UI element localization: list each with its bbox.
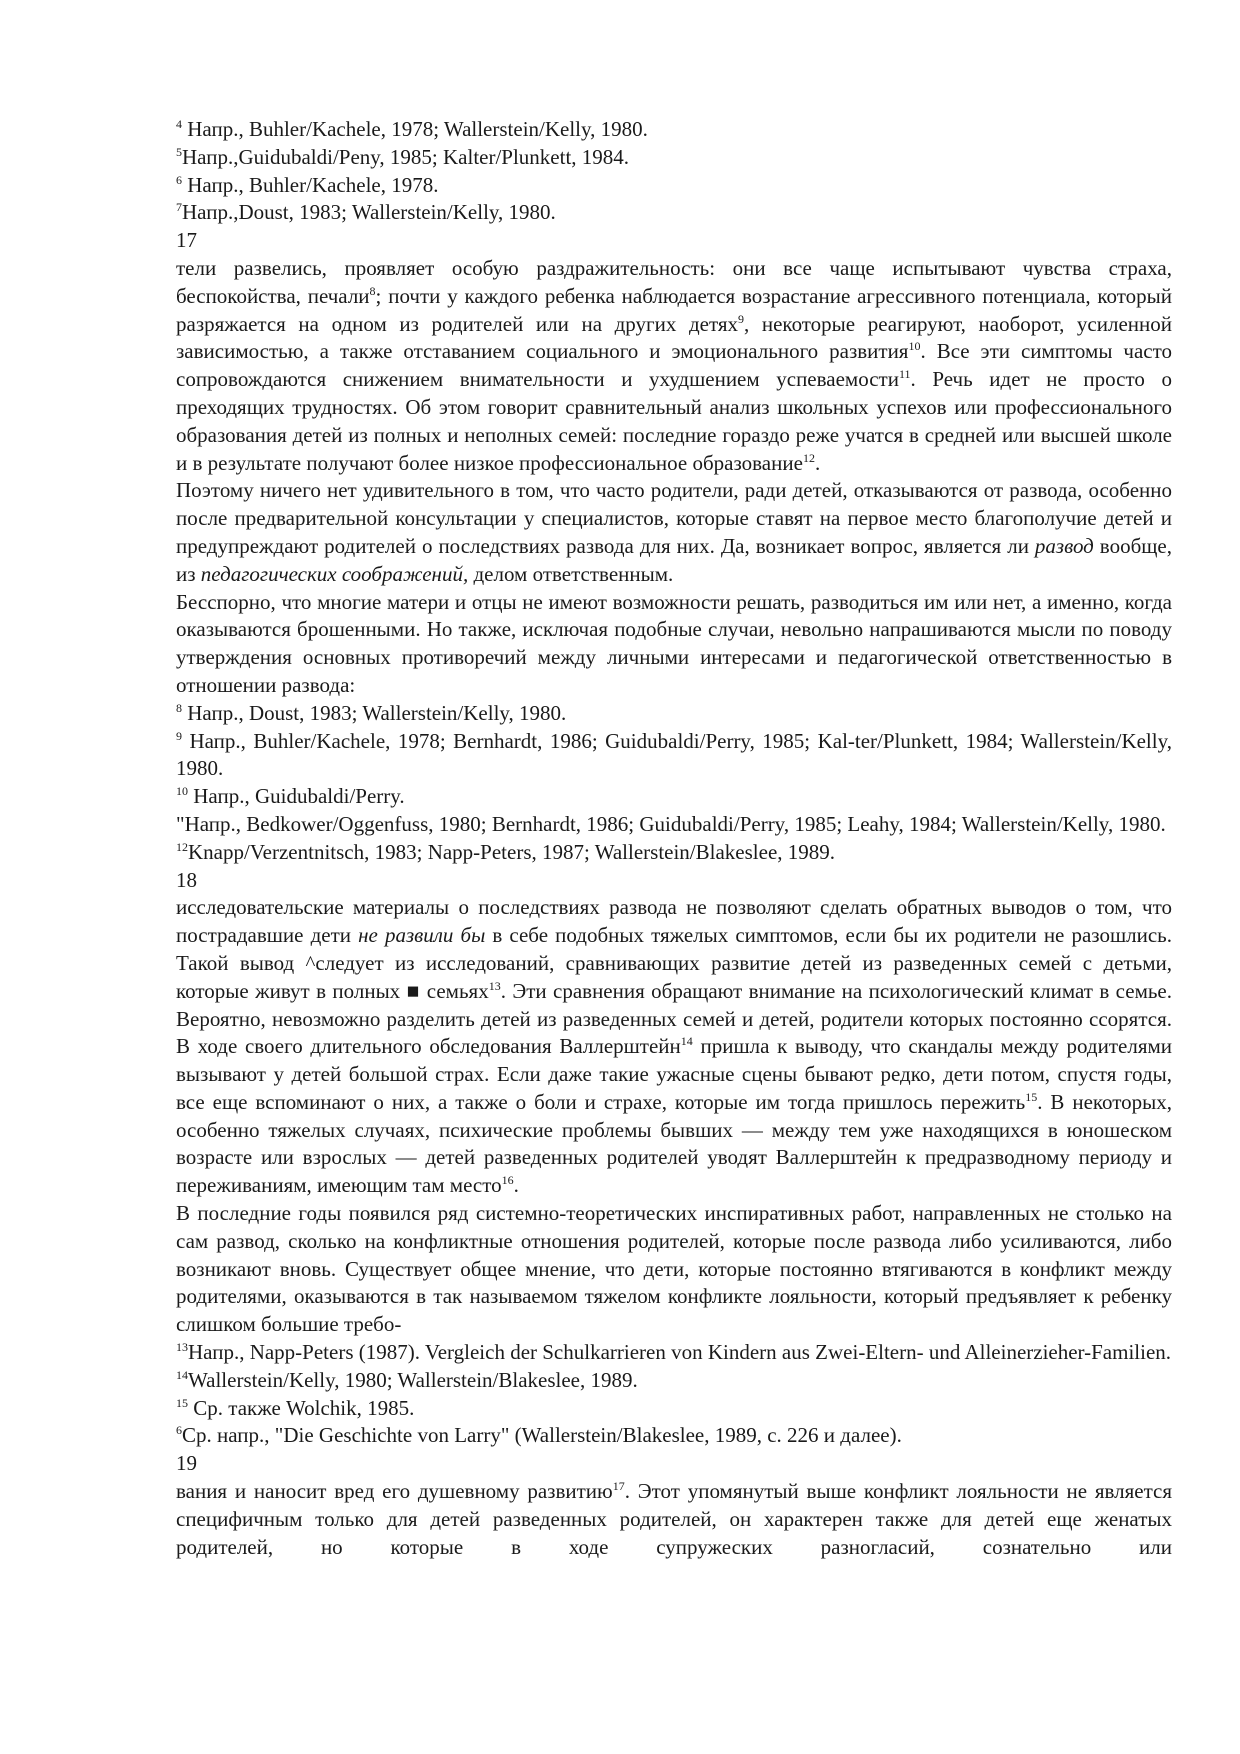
footnote	[176, 1339, 1172, 1367]
text-run: Напр.,Guidubaldi/Peny, 1985; Kalter/Plunkett, 1984.	[182, 144, 630, 169]
footnote	[176, 116, 1172, 144]
body-paragraph	[176, 477, 1172, 588]
footnote-ref: 14	[680, 1034, 693, 1049]
footnote-ref: 5	[176, 144, 182, 159]
footnote-ref: 14	[176, 1367, 188, 1382]
text-run: Knapp/Verzentnitsch, 1983; Napp-Peters, 1987; Wallerstein/Blakeslee, 1989.	[188, 839, 836, 864]
footnote-ref: 13	[176, 1340, 188, 1355]
footnote-ref: 10	[908, 339, 921, 354]
text-run: . Эти сравнения обращают внимание на психологический климат в семье. Вероятно, невозможно разделить детей из разведенных семей и детей, родители которых постоянно ссорятся. В ходе своего длительного обследования Валлерштейн	[176, 978, 1172, 1059]
text-run: Напр., Guidubaldi/Perry.	[188, 784, 405, 809]
footnote	[176, 1422, 1172, 1450]
text-run: Напр., Napp-Peters (1987). Vergleich der Schulkarrieren von Kindern aus Zwei-Eltern- und Alleinerzieher-Familien.	[188, 1340, 1172, 1365]
footnote-ref: 10	[176, 784, 188, 799]
footnote	[176, 811, 1172, 839]
page-number	[176, 227, 1172, 255]
footnote	[176, 839, 1172, 867]
text-run: тели развелись, проявляет особую раздражительность: они все чаще испытывают чувства страха, беспокойства, печали	[176, 255, 1172, 308]
footnote-ref: 13	[488, 978, 501, 993]
document-page	[176, 116, 1172, 1561]
text-run: Бесспорно, что многие матери и отцы не имеют возможности решать, разводиться им или нет, а именно, когда оказываются брошенными. Но также, исключая подобные случаи, невольно напрашиваются мысли по поводу утверждения основных противоречий между личными интересами и педагогической ответственностью в отношении развода:	[176, 589, 1172, 697]
text-run: . В некоторых, особенно тяжелых случаях, психические проблемы бывших — между тем уже находящихся в юношеском возрасте или взрослых — детей разведенных родителей уводят Валлерштейн к предразводному периоду и переживаниям, имеющим там место	[176, 1089, 1173, 1198]
page-number	[176, 867, 1172, 895]
body-paragraph	[176, 894, 1172, 1200]
text-run: Wallerstein/Kelly, 1980; Wallerstein/Blakeslee, 1989.	[188, 1367, 638, 1392]
text-run: Напр., Buhler/Kachele, 1978; Bernhardt, 1986; Guidubaldi/Perry, 1985; Kal-ter/Plunkett, 1984; Wallerstein/Kelly, 1980.	[176, 728, 1172, 781]
text-run: . Этот упомянутый выше конфликт лояльности не является специфичным только для детей разведенных родителей, он характерен также для детей еще женатых родителей, но которые в ходе супружеских разногласий, сознательно или	[176, 1479, 1172, 1559]
footnote-ref: 9	[738, 311, 745, 326]
text-run: , некоторые реагируют, наоборот, усиленной зависимостью, а также отставанием социального и эмоционального развития	[176, 311, 1172, 364]
footnote-ref: 15	[176, 1395, 188, 1410]
text-run: Поэтому ничего нет удивительного в том, что часто родители, ради детей, отказываются от развода, особенно после предварительной консультации у специалистов, которые ставят на первое место благополучие детей и предупреждают родителей о последствиях развода для них. Да, возникает вопрос, является ли	[176, 478, 1172, 558]
text-run: Напр., Buhler/Kachele, 1978; Wallerstein/Kelly, 1980.	[182, 117, 648, 141]
text-run: исследовательские материалы о последствиях развода не позволяют сделать обратных выводов о том, что пострадавшие дети	[176, 895, 1172, 948]
footnote-ref: 12	[176, 839, 188, 854]
footnote-ref: 6	[176, 172, 182, 187]
body-paragraph	[176, 1200, 1172, 1339]
text-run: 17	[176, 228, 197, 253]
footnote-ref: 8	[176, 700, 182, 715]
footnote-ref: 17	[612, 1479, 625, 1494]
footnote-ref: 6	[176, 1423, 182, 1438]
footnote	[176, 728, 1172, 784]
footnote-ref: 9	[176, 728, 182, 743]
body-paragraph	[176, 255, 1172, 477]
text-run: ; почти у каждого ребенка наблюдается возрастание агрессивного потенциала, который разряжается на одном из родителей или на других детях	[176, 283, 1172, 336]
text-run: Напр., Buhler/Kachele, 1978.	[182, 172, 439, 197]
text-run: делом ответственным.	[468, 561, 674, 586]
footnote	[176, 172, 1172, 200]
text-run: вания и наносит вред его душевному развитию	[176, 1479, 613, 1504]
emphasis-text: не развили бы	[358, 923, 486, 948]
text-run: .	[513, 1173, 519, 1198]
text-run: "Напр., Bedkower/Oggenfuss, 1980; Bernhardt, 1986; Guidubaldi/Perry, 1985; Leahy, 1984; Wallerstein/Kelly, 1980.	[176, 811, 1166, 836]
text-run: 19	[176, 1451, 197, 1476]
text-run: В последние годы появился ряд системно-теоретических инспиративных работ, направленных не столько на сам развод, сколько на конфликтные отношения родителей, которые после развода либо усиливаются, либо возникают вновь. Существует общее мнение, что дети, которые постоянно втягиваются в конфликт между родителями, оказываются в так называемом тяжелом конфликте лояльности, который предъявляет к ребенку слишком большие требо-	[176, 1201, 1172, 1337]
body-paragraph	[176, 589, 1172, 700]
text-run: вообще, из	[176, 533, 1172, 586]
footnote-ref: 8	[369, 283, 376, 298]
text-run: Ср. напр., "Die Geschichte von Larry" (Wallerstein/Blakeslee, 1989, с. 226 и далее).	[182, 1423, 902, 1448]
emphasis-text: педагогических соображений,	[200, 561, 469, 586]
text-run: в себе подобных тяжелых симптомов, если бы их родители не разошлись. Такой вывод ^следует из исследований, сравнивающих развитие детей из разведенных семей с детьми, которые живут в полных ■ семьях	[176, 923, 1172, 1003]
footnote	[176, 144, 1172, 172]
emphasis-text: развод	[1034, 533, 1094, 558]
footnote	[176, 1367, 1172, 1395]
footnote	[176, 1395, 1172, 1423]
page-number	[176, 1450, 1172, 1478]
text-run: . Все эти симптомы часто сопровождаются снижением внимательности и ухудшением успеваемости	[176, 339, 1172, 392]
text-run: .	[814, 450, 821, 475]
footnote-ref: 11	[898, 367, 911, 382]
footnote	[176, 199, 1172, 227]
text-run: 18	[176, 867, 197, 892]
text-run: Ср. также Wolchik, 1985.	[188, 1395, 415, 1420]
footnote-ref: 4	[176, 117, 182, 131]
footnote-ref: 7	[176, 200, 182, 215]
footnote-ref: 16	[501, 1173, 514, 1188]
footnote-ref: 12	[802, 450, 815, 465]
body-paragraph	[176, 1478, 1172, 1561]
text-run: . Речь идет не просто о преходящих трудностях. Об этом говорит сравнительный анализ школьных успехов или профессионального образования детей из полных и неполных семей: последние гораздо реже учатся в средней или высшей школе и в результате получают более низкое профессиональное образование	[176, 367, 1172, 475]
text-run: Напр., Doust, 1983; Wallerstein/Kelly, 1980.	[182, 700, 567, 725]
footnote	[176, 783, 1172, 811]
footnote-ref: 15	[1025, 1089, 1038, 1104]
text-run: пришла к выводу, что скандалы между родителями вызывают у детей большой страх. Если даже такие ужасные сцены бывают редко, дети потом, спустя годы, все еще вспоминают о них, а также о боли и страхе, которые им тогда пришлось пережить	[176, 1034, 1173, 1114]
text-run: Напр.,Doust, 1983; Wallerstein/Kelly, 1980.	[182, 200, 556, 225]
footnote	[176, 700, 1172, 728]
